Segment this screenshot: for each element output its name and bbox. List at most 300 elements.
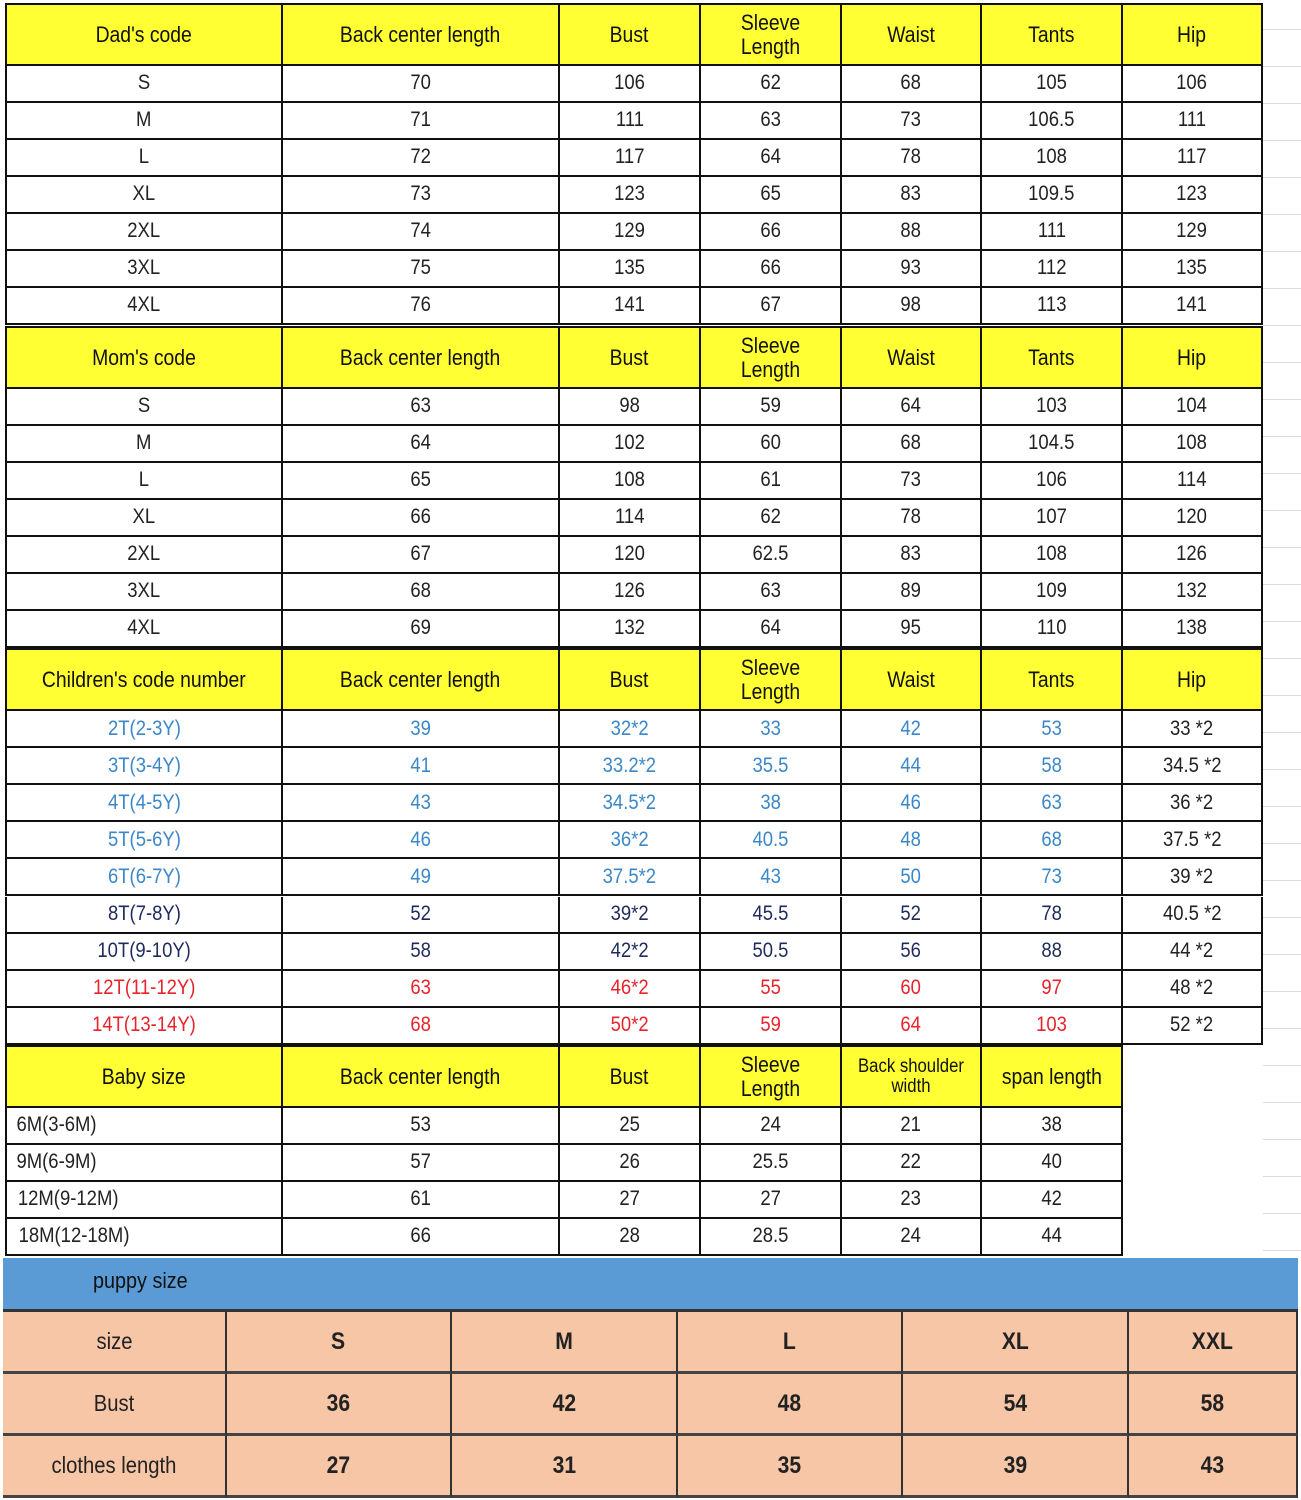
table-cell-text: 73 (410, 182, 431, 206)
puppy-cell-text: 31 (552, 1451, 576, 1479)
table-cell-text: 43 (760, 864, 781, 888)
table-cell (1123, 426, 1263, 463)
puppy-cell (227, 1312, 452, 1374)
table-cell (842, 897, 982, 934)
table-cell-text: 132 (614, 616, 645, 640)
header-cell (842, 1045, 982, 1108)
table-cell-text: 42 (1041, 1187, 1062, 1211)
table-cell-text: 53 (410, 1113, 431, 1137)
table-cell (283, 103, 560, 140)
table-cell (5, 897, 283, 934)
table-cell (701, 934, 842, 971)
table-cell (5, 748, 283, 785)
header-cell-text: Sleeve Length (740, 655, 801, 704)
table-cell-text: 39 (410, 716, 431, 740)
table-cell (1123, 463, 1263, 500)
puppy-cell-text: 36 (326, 1389, 351, 1417)
header-cell (5, 326, 283, 389)
table-cell (982, 426, 1123, 463)
table-cell (701, 611, 842, 648)
puppy-cell-text: XXL (1191, 1327, 1234, 1355)
header-cell-text: Back center length (340, 1063, 501, 1089)
table-cell (701, 288, 842, 325)
table-cell (842, 1145, 982, 1182)
table-cell (701, 1145, 842, 1182)
table-cell (283, 251, 560, 288)
table-cell-text: 24 (760, 1113, 781, 1137)
table-cell-text: 45.5 (752, 902, 789, 926)
table-cell-text: 114 (1177, 468, 1207, 492)
table-cell-text: 105 (1036, 71, 1067, 95)
header-cell (982, 3, 1123, 66)
table-cell-text: 40 (1041, 1150, 1062, 1174)
table-cell (842, 426, 982, 463)
table-cell-text: XL (132, 182, 156, 206)
table-cell-text: 65 (410, 468, 431, 492)
table-cell-text: 50 (900, 864, 922, 888)
puppy-cell (903, 1436, 1129, 1498)
table-cell-text: 65 (760, 182, 781, 206)
puppy-cell (903, 1312, 1129, 1374)
table-cell (560, 711, 701, 748)
table-cell (1123, 1008, 1263, 1045)
table-cell (5, 426, 283, 463)
table-cell (982, 611, 1123, 648)
table-cell (5, 463, 283, 500)
puppy-row-label-text: size (96, 1328, 132, 1355)
table-cell-text: 63 (1041, 790, 1062, 814)
table-cell-text: 8T(7-8Y) (107, 902, 181, 926)
table-cell (842, 611, 982, 648)
table-cell-text: 33 (760, 716, 781, 740)
table-cell-text: 120 (614, 542, 645, 566)
table-cell-text: 4XL (127, 293, 161, 317)
table-cell (560, 177, 701, 214)
table-cell (842, 1219, 982, 1256)
header-cell-text: Bust (610, 666, 649, 692)
table-cell (842, 140, 982, 177)
table-cell (560, 463, 701, 500)
table-cell-text: 64 (760, 616, 781, 640)
table-cell-text: 106 (1036, 468, 1067, 492)
header-cell (5, 3, 283, 66)
table-cell (701, 500, 842, 537)
table-cell-text: 21 (900, 1113, 922, 1137)
table-cell-text: 39*2 (610, 902, 649, 926)
table-cell-text: 5T(5-6Y) (107, 827, 181, 851)
table-cell (5, 1145, 283, 1182)
table-cell-text: 66 (760, 219, 781, 243)
header-cell (560, 3, 701, 66)
table-cell-text: 12M(9-12M) (17, 1187, 119, 1211)
table-cell (982, 748, 1123, 785)
table-cell-text: 55 (760, 976, 781, 1000)
table-cell (5, 140, 283, 177)
table-cell (560, 574, 701, 611)
table-cell-text: 18M(12-18M) (18, 1224, 130, 1248)
table-cell-text: 52 (900, 902, 922, 926)
table-cell-text: 98 (619, 394, 640, 418)
table-cell (560, 934, 701, 971)
puppy-cell-text: 42 (552, 1389, 576, 1417)
table-cell-text: 23 (900, 1187, 922, 1211)
table-cell (1123, 711, 1263, 748)
table-cell (982, 1108, 1123, 1145)
table-cell-text: 89 (900, 579, 922, 603)
header-cell-text: Back shoulder width (858, 1055, 964, 1097)
puppy-cell-text: XL (1001, 1327, 1029, 1355)
table-cell-text: 2XL (127, 542, 161, 566)
table-cell-text: 62 (760, 71, 781, 95)
table-cell (5, 177, 283, 214)
table-cell-text: 88 (1041, 939, 1062, 963)
table-cell (5, 1008, 283, 1045)
table-cell (982, 251, 1123, 288)
table-cell (1123, 897, 1263, 934)
table-cell-text: 27 (760, 1187, 781, 1211)
table-cell (560, 971, 701, 1008)
header-cell-text: Back center length (340, 344, 501, 370)
table-cell-text: 123 (1176, 182, 1208, 206)
header-cell (560, 648, 701, 711)
table-cell-text: 109 (1036, 579, 1067, 603)
table-cell (842, 177, 982, 214)
table-cell-text: 14T(13-14Y) (92, 1013, 196, 1037)
table-cell-text: 28.5 (752, 1224, 789, 1248)
table-cell-text: 126 (614, 579, 645, 603)
table-cell-text: 63 (410, 976, 431, 1000)
puppy-cell-text: 48 (777, 1389, 802, 1417)
table-cell-text: 40.5 *2 (1162, 902, 1222, 926)
table-cell (1123, 214, 1263, 251)
table-cell-text: 3T(3-4Y) (107, 753, 181, 777)
table-cell (701, 574, 842, 611)
table-cell-text: 95 (900, 616, 922, 640)
table-cell (283, 1182, 560, 1219)
table-cell-text: 36 *2 (1170, 790, 1214, 814)
table-cell-text: 126 (1176, 542, 1208, 566)
table-cell-text: 117 (614, 145, 645, 169)
table-cell-text: 107 (1036, 505, 1067, 529)
table-cell (701, 711, 842, 748)
table-cell-text: 34.5*2 (602, 790, 657, 814)
table-cell (1123, 785, 1263, 822)
header-cell (283, 1045, 560, 1108)
table-cell (1123, 251, 1263, 288)
table-cell (982, 785, 1123, 822)
header-cell (283, 326, 560, 389)
table-cell (560, 897, 701, 934)
table-cell-text: 103 (1036, 1013, 1067, 1037)
puppy-cell (903, 1374, 1129, 1436)
header-cell-text: Waist (887, 21, 935, 47)
table-cell-text: 66 (760, 256, 781, 280)
table-cell (1123, 971, 1263, 1008)
table-cell (5, 251, 283, 288)
table-cell-text: XL (132, 505, 156, 529)
table-cell (842, 537, 982, 574)
table-cell (701, 1219, 842, 1256)
table-cell-text: 48 *2 (1170, 976, 1214, 1000)
table-cell (283, 822, 560, 859)
puppy-cell-text: 54 (1003, 1389, 1027, 1417)
table-cell-text: 104.5 (1028, 431, 1075, 455)
table-cell (560, 785, 701, 822)
table-cell (982, 214, 1123, 251)
puppy-cell-text: 43 (1200, 1451, 1225, 1479)
puppy-cell-text: L (783, 1327, 796, 1355)
table-cell (283, 1108, 560, 1145)
puppy-size-banner (3, 1258, 1298, 1312)
table-cell-text: 66 (410, 505, 431, 529)
table-cell (842, 785, 982, 822)
header-cell-text: Hip (1177, 666, 1207, 692)
table-cell (283, 859, 560, 896)
puppy-row-label (3, 1312, 227, 1374)
header-cell (982, 326, 1123, 389)
table-cell (560, 1145, 701, 1182)
table-cell (982, 971, 1123, 1008)
table-cell (560, 859, 701, 896)
table-cell (5, 785, 283, 822)
table-cell-text: 10T(9-10Y) (97, 939, 191, 963)
table-cell-text: 62 (760, 505, 781, 529)
table-cell (701, 1182, 842, 1219)
table-cell (5, 859, 283, 896)
table-cell-text: 64 (900, 394, 922, 418)
table-cell (283, 537, 560, 574)
table-cell (842, 1182, 982, 1219)
table-cell-text: 102 (614, 431, 645, 455)
puppy-cell (678, 1312, 903, 1374)
table-cell-text: 34.5 *2 (1162, 753, 1222, 777)
header-cell (842, 3, 982, 66)
table-cell (701, 389, 842, 426)
table-cell-text: 108 (1176, 431, 1208, 455)
table-cell (5, 574, 283, 611)
table-cell-text: 67 (760, 293, 781, 317)
table-cell (701, 971, 842, 1008)
table-cell-text: 83 (900, 542, 922, 566)
table-cell-text: 64 (760, 145, 781, 169)
table-cell-text: 135 (614, 256, 645, 280)
table-cell (560, 66, 701, 103)
table-cell (701, 177, 842, 214)
table-cell (283, 463, 560, 500)
table-cell (982, 500, 1123, 537)
table-cell-text: 129 (1176, 219, 1208, 243)
table-cell (283, 214, 560, 251)
table-cell (560, 1219, 701, 1256)
table-cell (982, 1008, 1123, 1045)
table-cell (1123, 103, 1263, 140)
table-cell (560, 251, 701, 288)
table-cell-text: M (136, 108, 152, 132)
table-cell (283, 1145, 560, 1182)
table-cell-text: 106 (1176, 71, 1208, 95)
table-cell-text: 12T(11-12Y) (92, 976, 196, 1000)
table-cell (982, 177, 1123, 214)
table-cell (701, 859, 842, 896)
table-cell-text: 78 (1041, 902, 1062, 926)
table-cell-text: 112 (1036, 256, 1067, 280)
puppy-cell (678, 1374, 903, 1436)
table-cell-text: 44 (1041, 1224, 1062, 1248)
table-cell-text: 27 (619, 1187, 640, 1211)
table-cell-text: 44 (900, 753, 922, 777)
table-cell-text: 36*2 (610, 827, 649, 851)
table-cell-text: 64 (410, 431, 431, 455)
table-cell-text: 97 (1041, 976, 1062, 1000)
table-cell-text: 114 (614, 505, 645, 529)
table-cell (283, 711, 560, 748)
table-cell-text: 58 (410, 939, 431, 963)
table-cell (842, 214, 982, 251)
table-cell-text: 104 (1176, 394, 1208, 418)
header-cell-text: Tants (1028, 21, 1075, 47)
header-cell (982, 1045, 1123, 1108)
table-cell (701, 537, 842, 574)
table-cell (560, 389, 701, 426)
table-cell (283, 611, 560, 648)
table-cell-text: 39 *2 (1170, 864, 1214, 888)
table-cell (842, 574, 982, 611)
table-cell (283, 426, 560, 463)
table-cell (701, 426, 842, 463)
table-cell-text: 53 (1041, 716, 1062, 740)
header-cell-text: Tants (1028, 344, 1075, 370)
table-cell-text: 76 (410, 293, 431, 317)
header-cell (842, 648, 982, 711)
table-cell-text: 4XL (127, 616, 161, 640)
puppy-cell-text: 35 (777, 1451, 802, 1479)
table-cell (842, 934, 982, 971)
table-cell-text: 108 (614, 468, 645, 492)
puppy-cell (678, 1436, 903, 1498)
header-cell-text: Bust (610, 1063, 649, 1089)
table-cell (982, 1182, 1123, 1219)
table-cell-text: 63 (760, 108, 781, 132)
header-cell-text: Mom's code (92, 344, 196, 370)
table-cell-text: 73 (900, 468, 922, 492)
table-cell-text: 78 (900, 505, 922, 529)
table-cell (283, 177, 560, 214)
table-cell-text: 135 (1176, 256, 1208, 280)
table-cell-text: 111 (1177, 108, 1207, 132)
header-cell-text: Hip (1177, 344, 1207, 370)
table-cell (982, 463, 1123, 500)
table-cell-text: 66 (410, 1224, 431, 1248)
table-cell (5, 822, 283, 859)
table-cell (1123, 288, 1263, 325)
table-cell-text: 32*2 (610, 716, 649, 740)
table-cell (982, 389, 1123, 426)
header-cell-text: Children's code number (42, 666, 246, 692)
table-cell (283, 66, 560, 103)
table-cell-text: 98 (900, 293, 922, 317)
table-cell-text: 132 (1176, 579, 1208, 603)
table-cell-text: 52 *2 (1170, 1013, 1214, 1037)
table-cell-text: 75 (410, 256, 431, 280)
table-cell-text: 108 (1036, 145, 1067, 169)
table-cell-text: 68 (900, 431, 922, 455)
table-cell (982, 859, 1123, 896)
table-cell (560, 103, 701, 140)
table-cell-text: 120 (1176, 505, 1208, 529)
table-cell (842, 389, 982, 426)
header-cell (1123, 3, 1263, 66)
table-cell (982, 103, 1123, 140)
table-cell-text: 69 (410, 616, 431, 640)
table-cell (701, 140, 842, 177)
table-cell (982, 897, 1123, 934)
table-cell (982, 574, 1123, 611)
header-cell (842, 326, 982, 389)
puppy-cell-text: 58 (1200, 1389, 1225, 1417)
header-cell-text: Sleeve Length (740, 1052, 801, 1101)
table-cell-text: 62.5 (752, 542, 789, 566)
table-cell-text: 37.5*2 (602, 864, 657, 888)
puppy-cell-text: M (555, 1327, 573, 1355)
table-cell-text: 6T(6-7Y) (107, 864, 181, 888)
puppy-cell-text: 39 (1003, 1451, 1027, 1479)
table-cell-text: 72 (410, 145, 431, 169)
puppy-cell (452, 1312, 678, 1374)
table-cell-text: 2T(2-3Y) (107, 716, 181, 740)
table-cell (982, 1219, 1123, 1256)
puppy-row-label-text: clothes length (51, 1452, 177, 1479)
table-cell-text: 42 (900, 716, 922, 740)
header-cell-text: Hip (1177, 21, 1207, 47)
table-cell-text: 106.5 (1028, 108, 1075, 132)
table-cell (283, 897, 560, 934)
puppy-cell (452, 1374, 678, 1436)
puppy-cell-text: S (331, 1327, 346, 1355)
table-cell (283, 389, 560, 426)
puppy-cell (452, 1436, 678, 1498)
table-cell (982, 288, 1123, 325)
table-cell (5, 1182, 283, 1219)
table-cell (560, 822, 701, 859)
table-cell-text: 38 (760, 790, 781, 814)
table-cell (982, 711, 1123, 748)
table-cell-text: 111 (1037, 219, 1066, 243)
table-cell-text: 56 (900, 939, 922, 963)
puppy-row-label-text: Bust (93, 1390, 135, 1417)
table-cell-text: 111 (615, 108, 644, 132)
header-cell-text: Waist (887, 344, 935, 370)
table-cell (5, 537, 283, 574)
table-cell-text: 106 (614, 71, 645, 95)
table-cell-text: 3XL (127, 256, 161, 280)
table-cell-text: 61 (410, 1187, 431, 1211)
header-cell (283, 3, 560, 66)
table-cell (1123, 66, 1263, 103)
header-cell-text: span length (1001, 1063, 1102, 1089)
header-cell (560, 326, 701, 389)
table-cell (5, 500, 283, 537)
table-cell-text: 60 (760, 431, 781, 455)
header-cell-text: Tants (1028, 666, 1075, 692)
header-cell (701, 3, 842, 66)
puppy-cell (1129, 1436, 1298, 1498)
table-cell-text: 52 (410, 902, 431, 926)
header-cell (283, 648, 560, 711)
header-cell-text: Bust (610, 21, 649, 47)
table-cell-text: 93 (900, 256, 922, 280)
table-cell-text: 73 (900, 108, 922, 132)
table-cell-text: 138 (1176, 616, 1208, 640)
